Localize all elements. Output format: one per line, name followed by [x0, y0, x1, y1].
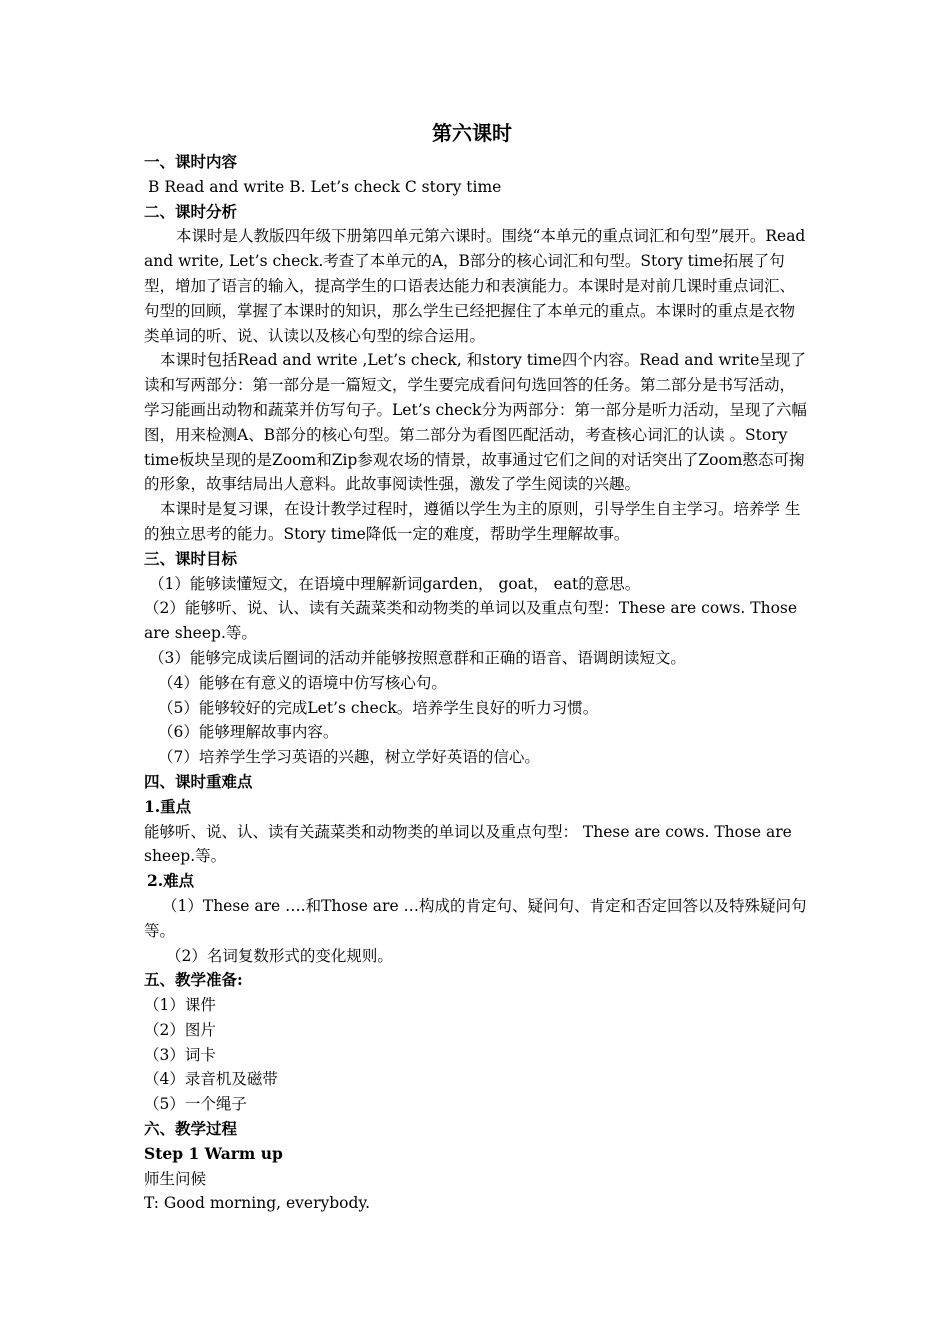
process-line: T: Good morning, everybody. [144, 1194, 371, 1213]
section-heading-key-points: 四、课时重难点 [144, 771, 253, 791]
key-point-text: 能够听、说、认、读有关蔬菜类和动物类的单词以及重点句型： These are cows. Those are sheep.等。 [144, 822, 792, 866]
document-page [144, 118, 810, 1216]
objective-item: （3）能够完成读后圈词的活动并能够按照意群和正确的语音、语调朗读短文。 [149, 648, 686, 667]
difficulty-heading: 2.难点 [147, 871, 195, 891]
objective-item: （7）培养学生学习英语的兴趣，树立学好英语的信心。 [158, 748, 540, 767]
section-heading-preparation: 五、教学准备: [144, 970, 243, 990]
section-heading-analysis: 二、课时分析 [144, 201, 238, 221]
analysis-paragraph-1: 本课时是人教版四年级下册第四单元第六课时。围绕“本单元的重点词汇和句型”展开。Read and write, Let’s check.考查了本单元的A，B部分的核心词汇和句型。Story time拓展了句型，增加了语言的输入，提高学生的口语表达能力和表演能力。本课时是对前几课时重点词汇、句型的回顾，掌握了本课时的知识，那么学生已经把握住了本单元的重点。本课时的重点是衣物类单词的听、说、认读以及核心句型的综合运用。 [144, 227, 806, 345]
page-title: 第六课时 [432, 121, 512, 145]
preparation-item: （2）图片 [144, 1020, 216, 1039]
section-heading-content: 一、课时内容 [144, 152, 238, 171]
difficulty-item: （1）These are ….和Those are …构成的肯定句、疑问句、肯定和否定回答以及特殊疑问句等。 [144, 896, 807, 940]
difficulty-item: （2）名词复数形式的变化规则。 [166, 946, 393, 965]
objective-item: （2）能够听、说、认、读有关蔬菜类和动物类的单词以及重点句型：These are cows. Those are sheep.等。 [144, 599, 798, 643]
preparation-item: （3）词卡 [144, 1045, 216, 1064]
preparation-item: （4）录音机及磁带 [144, 1070, 278, 1089]
analysis-paragraph-3: 本课时是复习课，在设计教学过程时，遵循以学生为主的原则，引导学生自主学习。培养学 生的独立思考的能力。Story time降低一定的难度，帮助学生理解故事。 [144, 500, 801, 543]
preparation-item: （1）课件 [144, 996, 216, 1015]
objective-item: （5）能够较好的完成Let’s check。培养学生良好的听力习惯。 [158, 698, 599, 717]
key-point-heading: 1.重点 [144, 796, 192, 816]
lesson-content-text: B Read and write B. Let’s check C story time [148, 177, 502, 196]
section-heading-process: 六、教学过程 [144, 1119, 238, 1139]
preparation-item: （5）一个绳子 [144, 1095, 247, 1114]
objective-item: （4）能够在有意义的语境中仿写核心句。 [158, 673, 447, 692]
objective-item: （6）能够理解故事内容。 [158, 723, 339, 742]
step-heading: Step 1 Warm up [144, 1143, 283, 1163]
process-line: 师生问候 [144, 1169, 207, 1188]
section-heading-objectives: 三、课时目标 [144, 548, 238, 568]
objective-item: （1）能够读懂短文，在语境中理解新词garden， goat， eat的意思。 [149, 574, 641, 593]
analysis-paragraph-2: 本课时包括Read and write ,Let’s check, 和story time四个内容。Read and write呈现了读和写两部分：第一部分是一篇短文，学生要完成看问句选回答的任务。第二部分是书写活动，学习能画出动物和蔬菜并仿写句子。Let’s check分为两部分：第一部分是听力活动，呈现了六幅图，用来检测A、B部分的核心句型。第二部分为看图匹配活动，考查核心词汇的认读 。Story time板块呈现的是Zoom和Zip参观农场的情景，故事通过它们之间的对话突出了Zoom憨态可掬的形象，故事结局出人意料。此故事阅读性强，激发了学生阅读的兴趣。 [144, 351, 807, 494]
